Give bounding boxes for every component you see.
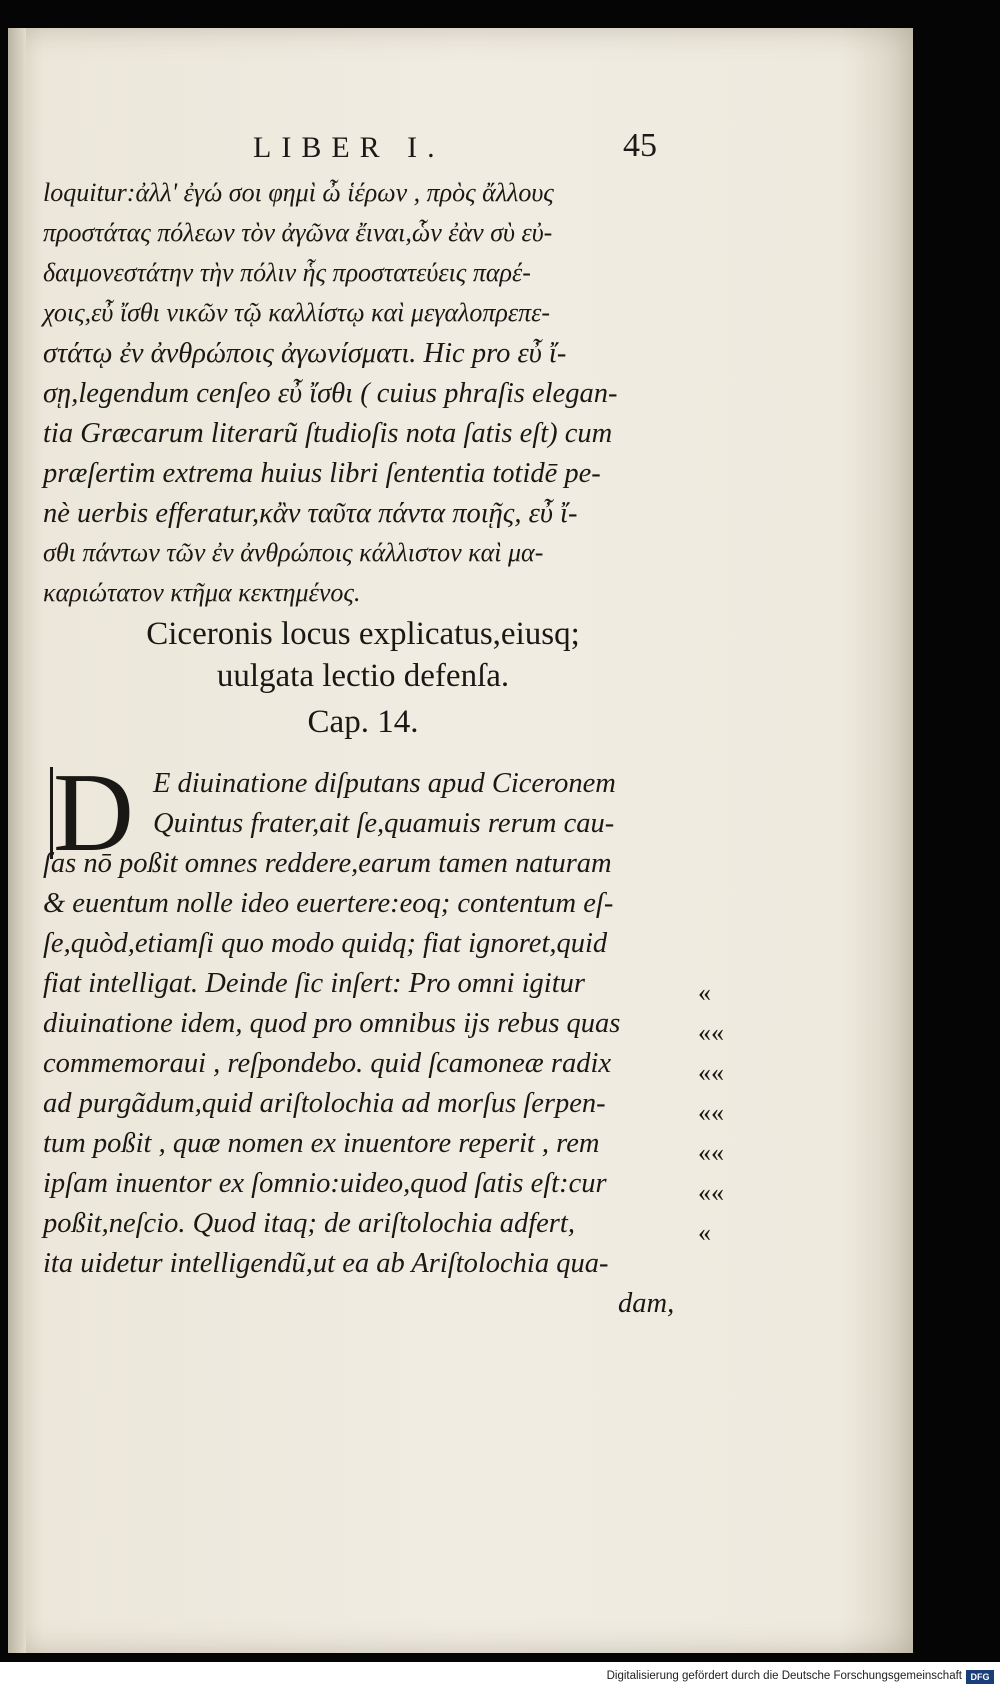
text-line: ita uidetur intelligendũ,ut ea ab Ariſtolochia qua-	[43, 1248, 609, 1279]
quote-mark: ««	[698, 1178, 724, 1207]
chapter-number: Cap. 14.	[307, 704, 419, 740]
chapter-heading-line-1: Ciceronis locus explicatus,eiusq;	[146, 616, 580, 652]
dfg-logo: DFG	[966, 1670, 994, 1684]
text-line: loquitur:ἀλλ' ἐγώ σοι φημὶ ὦ ἱέρων , πρὸς ἄλλους	[43, 178, 554, 207]
quote-mark: «	[698, 1218, 711, 1247]
page-number: 45	[623, 127, 657, 164]
catchword: dam,	[618, 1288, 675, 1319]
text-line: nè uerbis efferatur,κἂν ταῦτα πάντα ποιῇς, εὖ ἴ-	[43, 498, 578, 529]
funding-credit: Digitalisierung gefördert durch die Deutsche Forschungsgemeinschaft	[606, 1670, 962, 1682]
text-line: καριώτατον κτῆμα κεκτημένος.	[43, 578, 361, 607]
text-line: σθι πάντων τῶν ἐν ἀνθρώποις κάλλιστον καὶ μα-	[43, 538, 544, 567]
text-line: tum poßit , quæ nomen ex inuentore reperit , rem	[43, 1128, 600, 1159]
chapter-heading-line-2: uulgata lectio defenſa.	[216, 658, 510, 694]
book-page	[8, 28, 913, 1653]
quote-mark: ««	[698, 1098, 724, 1127]
text-line: poßit,neſcio. Quod itaq; de ariſtolochia adfert,	[43, 1208, 575, 1239]
text-line: E diuinatione diſputans apud Ciceronem	[153, 768, 616, 799]
text-line: προστάτας πόλεων τὸν ἀγῶνα ἔιναι,ὧν ἐὰν σὺ εὐ-	[43, 218, 553, 247]
text-line: δαιμονεστάτην τὴν πόλιν ἧς προστατεύεις παρέ-	[43, 258, 531, 287]
text-line: diuinatione idem, quod pro omnibus ijs rebus quas	[43, 1008, 621, 1039]
text-line: præſertim extrema huius libri ſententia totidē pe-	[43, 458, 601, 489]
text-line: σῃ,legendum cenſeo εὖ ἴσθι ( cuius phraſis elegan-	[43, 378, 618, 409]
text-line: ſe,quòd,etiamſi quo modo quidq; fiat ignoret,quid	[43, 928, 608, 959]
text-line: & euentum nolle ideo euertere:eoq; contentum eſ-	[43, 888, 614, 919]
text-line: commemoraui , reſpondebo. quid ſcamoneæ radix	[43, 1048, 612, 1079]
quote-mark: ««	[698, 1138, 724, 1167]
text-line: tia Græcarum literarũ ſtudioſis nota ſatis eſt) cum	[43, 418, 613, 449]
digitization-footer	[0, 1662, 1000, 1694]
text-line: στάτῳ ἐν ἀνθρώποις ἀγωνίσματι. Hic pro εὖ ἴ-	[43, 338, 567, 369]
running-title: LIBER I.	[253, 131, 445, 164]
text-line: Quintus frater,ait ſe,quamuis rerum cau-	[153, 808, 615, 839]
text-line: ad purgãdum,quid ariſtolochia ad morſus ſerpen-	[43, 1088, 606, 1119]
quote-mark: ««	[698, 1058, 724, 1087]
text-line: χοις,εὖ ἴσθι νικῶν τῷ καλλίστῳ καὶ μεγαλοπρεπε-	[43, 298, 551, 327]
text-line: ſas nō poßit omnes reddere,earum tamen naturam	[43, 848, 612, 879]
text-line: fiat intelligat. Deinde ſic inſert: Pro omni igitur	[43, 968, 585, 999]
quote-mark: «	[698, 978, 711, 1007]
running-head	[8, 123, 913, 173]
quote-mark: ««	[698, 1018, 724, 1047]
page-gutter-edge	[8, 28, 26, 1653]
drop-capital: D	[50, 767, 148, 859]
text-line: ipſam inuentor ex ſomnio:uideo,quod ſatis eſt:cur	[43, 1168, 607, 1199]
